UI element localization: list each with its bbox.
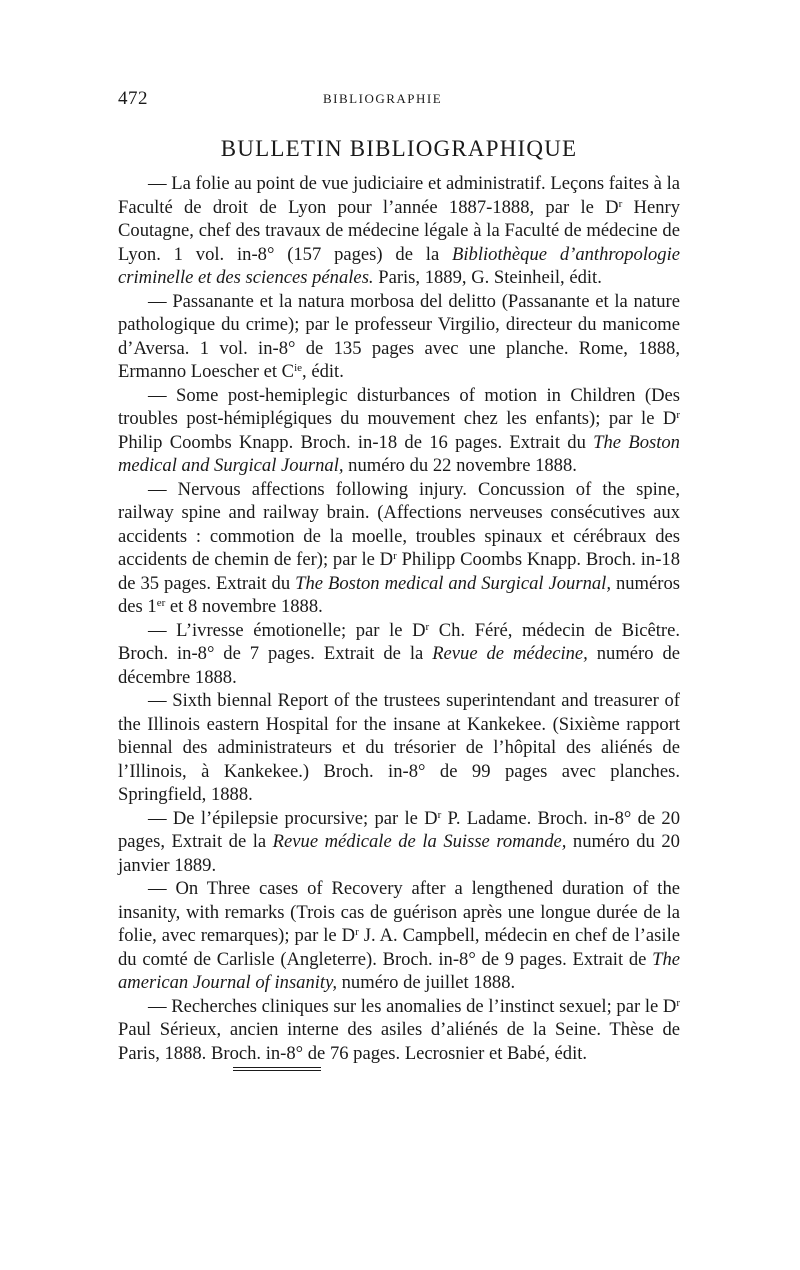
document-page (118, 88, 680, 1065)
bibliography-entry: — Passanante et la natura morbosa del delitto (Passanante et la nature pathologique du crime); par le professeur Virgilio, directeur du manicome d’Aversa. 1 vol. in-8° de 135 pages avec une planche. Rome, 1888, Ermanno Loescher et $C^{ie}$, édit. (118, 290, 680, 382)
bibliography-entry: — De l’épilepsie procursive; par le $D^r$ P. Ladame. Broch. in-8° de 20 pages, Extrait de la Revue médicale de la Suisse romande, numéro du 20 janvier 1889. (118, 807, 681, 876)
bibliography-entry: — Some post-hemiplegic disturbances of motion in Children (Des troubles post-hémiplégiques du mouvement chez les enfants); par le $D^r$ Philip Coombs Knapp. Broch. in-18 de 16 pages. Extrait du The Boston medical and Surgical Journal, numéro du 22 novembre 1888. (118, 384, 680, 476)
bibliography-entry: — On Three cases of Recovery after a lengthened duration of the insanity, with remarks (Trois cas de guérison après une longue durée de la folie, avec remarques); par le $D^r$ J. A. Campbell, médecin en chef de l’asile du comté de Carlisle (Angleterre). Broch. in-8° de 9 pages. Extrait de The american Journal of insanity, numéro de juillet 1888. (118, 878, 680, 993)
bibliography-entry: — Nervous affections following injury. Concussion of the spine, railway spine and railway brain. (Affections nerveuses consécutives aux accidents : commotion de la moelle, troubles spinaux et cérébraux des accidents de chemin de fer); par le $D^r$ Philipp Coombs Knapp. Broch. in-18 de 35 pages. Extrait du The Boston medical and Surgical Journal, numéros des 1er et 8 novembre 1888. (118, 478, 680, 617)
end-divider-rule (233, 1067, 321, 1071)
running-head (118, 88, 680, 118)
page-number: 472 (118, 88, 148, 109)
bibliography-entry: — La folie au point de vue judiciaire et administratif. Leçons faites à la Faculté de droit de Lyon pour l’année 1887-1888, par le $D^r$ Henry Coutagne, chef des travaux de médecine légale à la Faculté de médecine de Lyon. 1 vol. in-8° (157 pages) de la Bibliothèque d’anthropologie criminelle et des sciences pénales. Paris, 1889, G. Steinheil, édit. (118, 173, 680, 288)
bibliography-entry: — Sixth biennal Report of the trustees superintendant and treasurer of the Illinois eastern Hospital for the insane at Kankekee. (Sixième rapport biennal des administrateurs et du trésorier de l’hôpital des aliénés de l’Illinois, à Kankekee.) Broch. in-8° de 99 pages avec planches. Springfield, 1888. (118, 690, 680, 805)
bulletin-title: BULLETIN BIBLIOGRAPHIQUE (220, 136, 578, 161)
bibliography-entries (118, 172, 680, 1065)
bibliography-entry: — Recherches cliniques sur les anomalies de l’instinct sexuel; par le $D^r$ Paul Sérieux, ancien interne des asiles d’aliénés de la Seine. Thèse de Paris, 1888. Broch. in-8° de 76 pages. Lecrosnier et Babé, édit. (118, 995, 680, 1064)
running-title: BIBLIOGRAPHIE (323, 91, 443, 106)
bibliography-entry: — L’ivresse émotionelle; par le $D^r$ Ch. Féré, médecin de Bicêtre. Broch. in-8° de 7 pages. Extrait de la Revue de médecine, numéro de décembre 1888. (118, 619, 681, 688)
